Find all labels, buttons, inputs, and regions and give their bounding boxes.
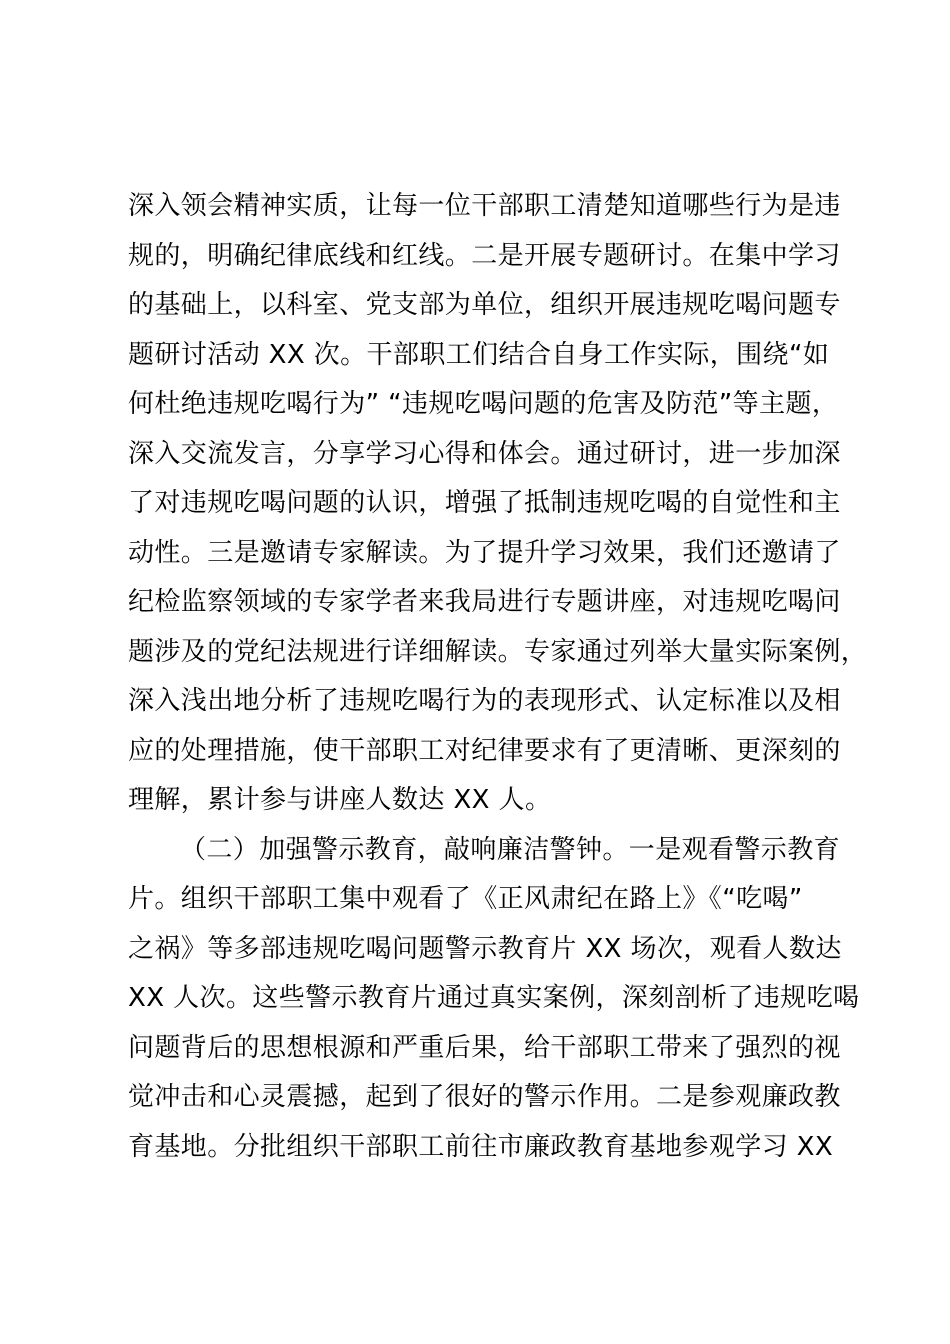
text-line: 之祸》等多部违规吃喝问题警示教育片 XX 场次，观看人数达 bbox=[128, 933, 842, 964]
text-line: 深入浅出地分析了违规吃喝行为的表现形式、认定标准以及相 bbox=[128, 686, 841, 716]
text-line: 深入领会精神实质，让每一位干部职工清楚知道哪些行为是违 bbox=[128, 191, 841, 221]
text-line: 规的，明确纪律底线和红线。二是开展专题研讨。在集中学习 bbox=[128, 240, 841, 271]
text-line: 题研讨活动 XX 次。干部职工们结合自身工作实际，围绕“如 bbox=[128, 339, 830, 370]
text-line: 育基地。分批组织干部职工前往市廉政教育基地参观学习 XX bbox=[128, 1131, 834, 1162]
text-line: 深入交流发言，分享学习心得和体会。通过研讨，进一步加深 bbox=[128, 438, 841, 469]
text-line: 了对违规吃喝问题的认识，增强了抵制违规吃喝的自觉性和主 bbox=[128, 488, 841, 518]
text-line: 觉冲击和心灵震撼，起到了很好的警示作用。二是参观廉政教 bbox=[128, 1082, 841, 1112]
text-line: 的基础上，以科室、党支部为单位，组织开展违规吃喝问题专 bbox=[128, 290, 841, 320]
text-line: XX 人次。这些警示教育片通过真实案例，深刻剖析了违规吃喝 bbox=[128, 983, 860, 1013]
text-line: 动性。三是邀请专家解读。为了提升学习效果，我们还邀请了 bbox=[128, 537, 841, 568]
body-text bbox=[128, 182, 868, 1172]
text-line: 理解，累计参与讲座人数达 XX 人。 bbox=[128, 785, 552, 815]
text-line: 应的处理措施，使干部职工对纪律要求有了更清晰、更深刻的 bbox=[128, 735, 841, 766]
text-line: 题涉及的党纪法规进行详细解读。专家通过列举大量实际案例， bbox=[128, 636, 868, 667]
section-heading-line: （二）加强警示教育，敲响廉洁警钟。一是观看警示教育 bbox=[180, 834, 841, 865]
text-line: 问题背后的思想根源和严重后果，给干部职工带来了强烈的视 bbox=[128, 1032, 841, 1063]
text-line: 纪检监察领域的专家学者来我局进行专题讲座，对违规吃喝问 bbox=[128, 587, 841, 617]
text-line: 片。组织干部职工集中观看了《正风肃纪在路上》《“吃喝” bbox=[128, 884, 803, 914]
text-line: 何杜绝违规吃喝行为” “违规吃喝问题的危害及防范”等主题， bbox=[128, 389, 839, 419]
